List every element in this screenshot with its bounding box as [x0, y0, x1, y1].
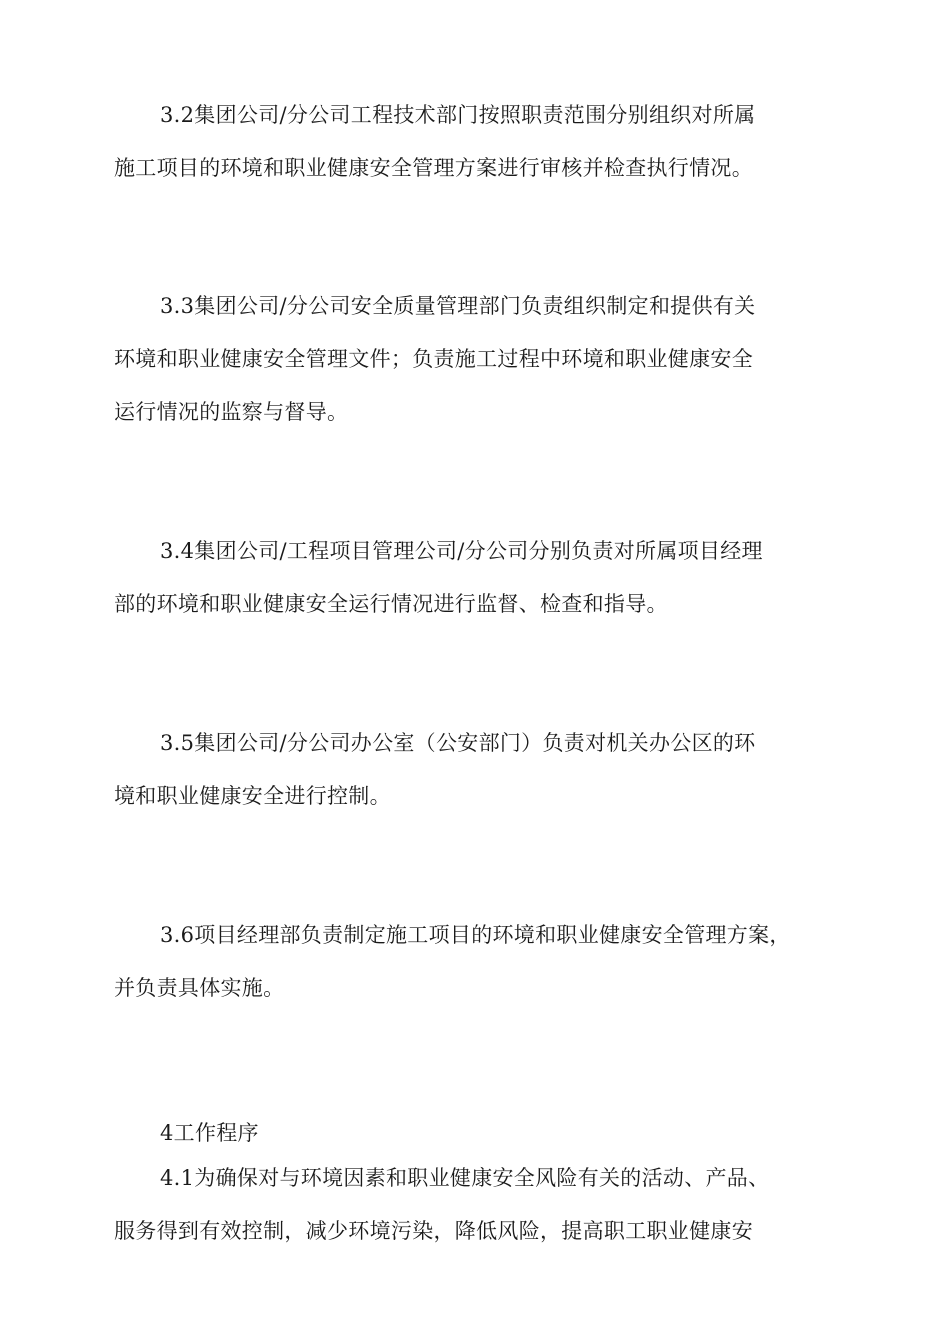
clause-3-3-line-2: 环境和职业健康安全管理文件；负责施工过程中环境和职业健康安全: [114, 347, 753, 371]
clause-3-3-line-3: 运行情况的监察与督导。: [114, 400, 349, 424]
clause-3-4-line-1: 3.4集团公司/工程项目管理公司/分公司分别负责对所属项目经理: [160, 539, 763, 563]
clause-3-2-line-1: 3.2集团公司/分公司工程技术部门按照职责范围分别组织对所属: [160, 103, 756, 127]
clause-4-1-line-2: 服务得到有效控制，减少环境污染，降低风险，提高职工职业健康安: [114, 1219, 753, 1243]
clause-3-4-line-2: 部的环境和职业健康安全运行情况进行监督、检查和指导。: [114, 592, 668, 616]
clause-3-6-line-2: 并负责具体实施。: [114, 976, 285, 1000]
clause-3-2-line-2: 施工项目的环境和职业健康安全管理方案进行审核并检查执行情况。: [114, 156, 753, 180]
section-4-heading: 4工作程序: [160, 1121, 259, 1145]
clause-3-5-line-1: 3.5集团公司/分公司办公室（公安部门）负责对机关办公区的环: [160, 731, 756, 755]
clause-3-5-line-2: 境和职业健康安全进行控制。: [114, 784, 391, 808]
clause-4-1-line-1: 4.1为确保对与环境因素和职业健康安全风险有关的活动、产品、: [160, 1166, 770, 1190]
clause-3-6-line-1: 3.6项目经理部负责制定施工项目的环境和职业健康安全管理方案，: [160, 923, 791, 947]
clause-3-3-line-1: 3.3集团公司/分公司安全质量管理部门负责组织制定和提供有关: [160, 294, 756, 318]
